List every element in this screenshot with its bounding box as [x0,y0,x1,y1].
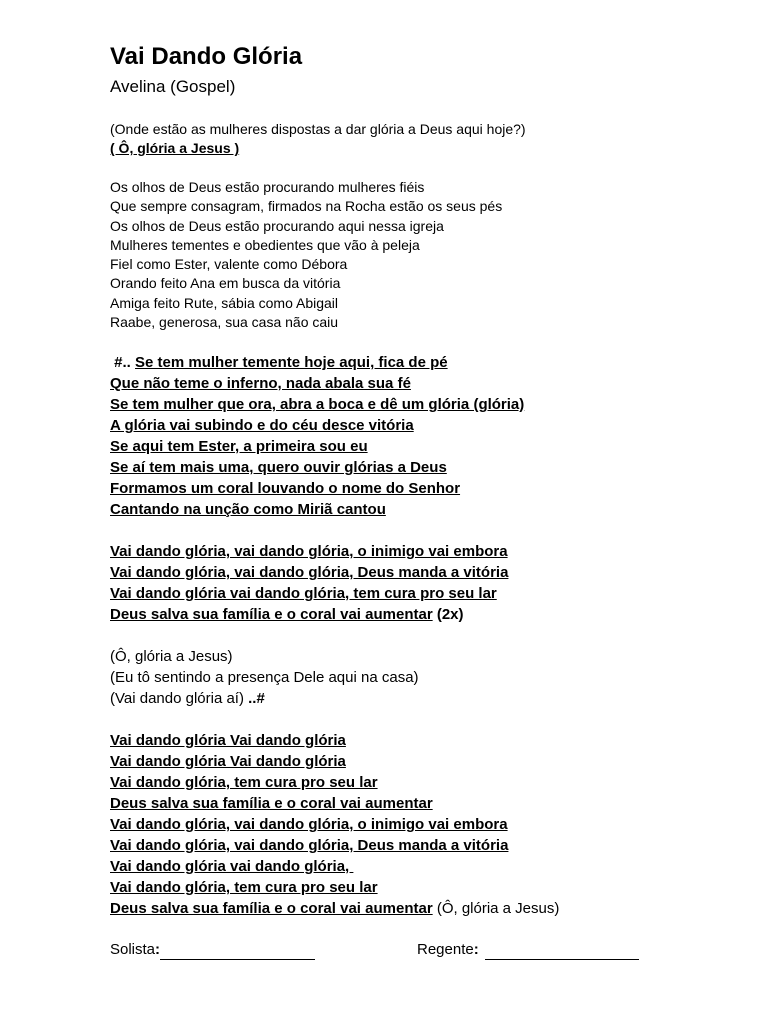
chorus-section [110,352,524,520]
soloist-colon: : [155,941,161,958]
final-line: Vai dando glória, tem cura pro seu lar [110,879,378,896]
chorus-line: Formamos um coral louvando o nome do Senhor [110,480,461,497]
refrain-section [110,541,508,625]
final-suffix: (Ô, glória a Jesus) [432,900,560,917]
chorus-line: Se aí tem mais uma, quero ouvir glórias a Deus [110,459,447,476]
spoken-line: (Eu tô sentindo a presença Dele aqui na casa) [110,669,419,686]
refrain-line [110,604,508,625]
chorus-first-line: Se tem mulher temente hoje aqui, fica de pé [135,354,448,371]
soloist-signature-line [160,942,315,960]
final-line [110,898,559,919]
final-line: Vai dando glória, vai dando glória, o inimigo vai embora [110,816,508,833]
soloist-signature [110,939,315,960]
conductor-signature-line [485,942,639,960]
song-artist: Avelina (Gospel) [110,77,236,96]
spoken-section [110,646,419,709]
repeat-start-marker: #.. [110,354,136,371]
soloist-label: Solista [110,941,156,958]
verse-line: Orando feito Ana em busca da vitória [110,275,341,292]
final-last-line: Deus salva sua família e o coral vai aumentar [110,900,433,917]
final-line: Vai dando glória, vai dando glória, Deus manda a vitória [110,837,509,854]
refrain-line: Vai dando glória vai dando glória, tem cura pro seu lar [110,585,497,602]
spoken-line [110,688,419,709]
repeat-count: (2x) [432,606,464,623]
chorus-line: A glória vai subindo e do céu desce vitória [110,417,414,434]
spoken-line-text: (Vai dando glória aí) [110,690,249,707]
chorus-line: Cantando na unção como Miriã cantou [110,501,386,518]
verse-line: Mulheres tementes e obedientes que vão à peleja [110,236,420,253]
final-line: Vai dando glória Vai dando glória [110,732,346,749]
verse-line: Os olhos de Deus estão procurando aqui nessa igreja [110,217,444,234]
chorus-line: Que não teme o inferno, nada abala sua fé [110,375,411,392]
spoken-line: (Ô, glória a Jesus) [110,648,233,665]
final-section [110,730,559,919]
chorus-line: Se aqui tem Ester, a primeira sou eu [110,438,368,455]
song-title: Vai Dando Glória [110,43,303,70]
final-line: Deus salva sua família e o coral vai aumentar [110,795,433,812]
refrain-line: Vai dando glória, vai dando glória, o inimigo vai embora [110,543,508,560]
verse-line: Os olhos de Deus estão procurando mulheres fiéis [110,179,425,195]
intro-question: (Onde estão as mulheres dispostas a dar glória a Deus aqui hoje?) [110,121,526,137]
verse-line: Raabe, generosa, sua casa não caiu [110,314,339,331]
refrain-line: Vai dando glória, vai dando glória, Deus manda a vitória [110,564,509,581]
chorus-line [110,352,524,373]
final-line: Vai dando glória, tem cura pro seu lar [110,774,378,791]
conductor-colon: : [473,941,479,958]
refrain-last-line: Deus salva sua família e o coral vai aumentar [110,606,433,623]
repeat-end-marker: ..# [248,690,265,707]
intro-section [110,120,526,158]
final-line: Vai dando glória vai dando glória, [110,858,354,875]
verse-line: Fiel como Ester, valente como Débora [110,256,348,273]
chorus-line: Se tem mulher que ora, abra a boca e dê um glória (glória) [110,396,525,413]
verse-section [110,178,502,332]
conductor-signature [417,939,639,960]
intro-response: ( Ô, glória a Jesus ) [110,140,240,156]
verse-line: Amiga feito Rute, sábia como Abigail [110,294,339,311]
conductor-label: Regente [417,941,474,958]
verse-line: Que sempre consagram, firmados na Rocha estão os seus pés [110,198,503,215]
final-line: Vai dando glória Vai dando glória [110,753,346,770]
